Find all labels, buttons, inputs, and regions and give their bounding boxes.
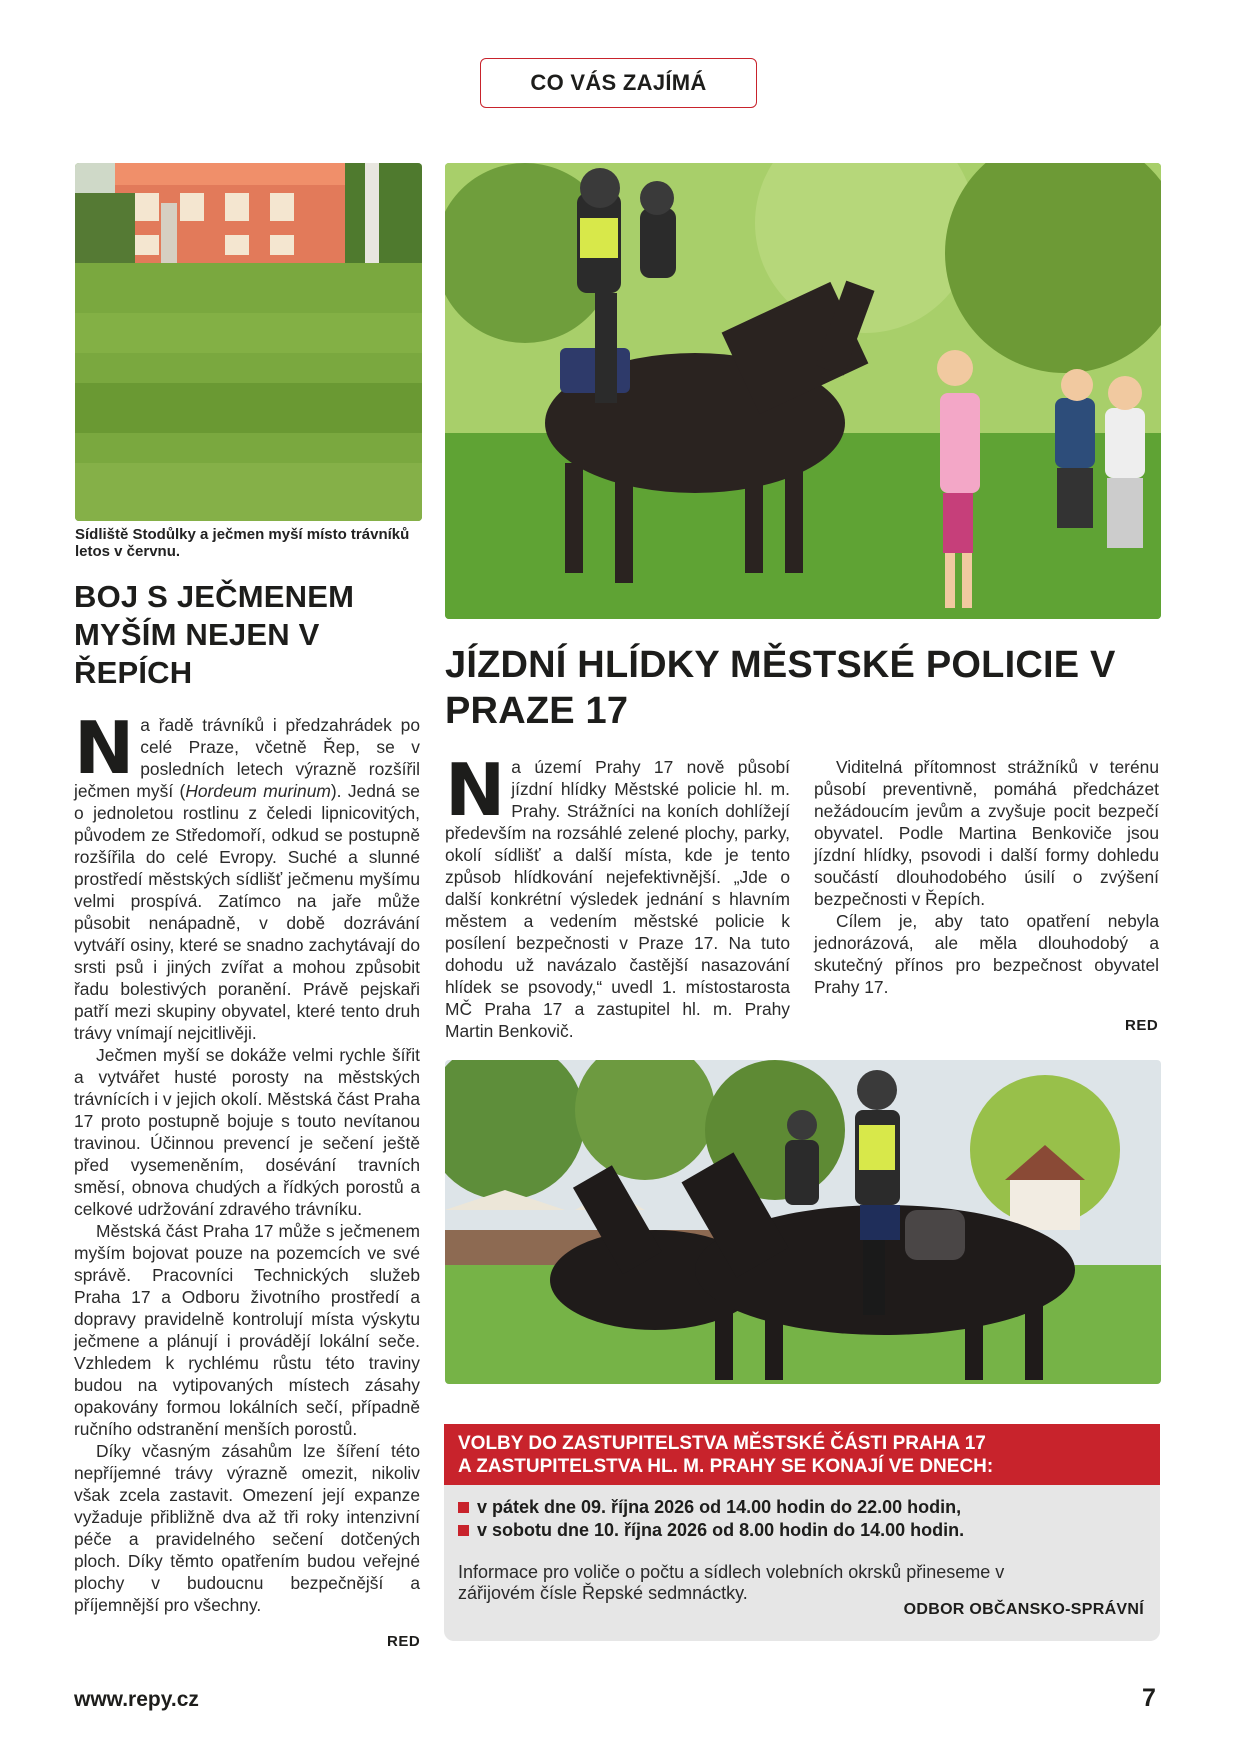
right-article-headline: JÍZDNÍ HLÍDKY MĚSTSKÉ POLICIE V PRAZE 17 [445, 644, 1116, 732]
left-article-paragraph-2: Ječmen myší se dokáže velmi rychle šířit a vytvářet husté porosty na městských trávnících i v jejich okolí. Městská část Praha 17 proto postupně bojuje s touto nevítanou travinou. Účinnou prevencí je sečení ještě před vysemeněním, dosévání travních směsí, obnova chudých a řídkých porostů a celkové udržování zdravého trávníku. [74, 1045, 421, 1219]
right-article-paragraph-1 [445, 748, 790, 1042]
left-article-byline: RED [387, 1633, 421, 1650]
right-article-body-col1 [445, 748, 790, 1042]
election-date-text: v pátek dne 09. října 2026 od 14.00 hodin do 22.00 hodin, [477, 1497, 962, 1517]
footer-website-url: www.repy.cz [74, 1688, 199, 1711]
left-article-paragraph-4: Díky včasným zásahům lze šíření této nepříjemné trávy výrazně omezit, nikoliv však zcela zastavit. Omezení její expanze vyžaduje přibližně dva až tři roky intenzivní péče a pravidelného sečení dotčených ploch. Díky těmto opatřením budou veřejné plochy v budoucnu bezpečnější a příjemnější pro všechny. [74, 1441, 420, 1615]
photo-caption: Sídliště Stodůlky a ječmen myší místo trávníků letos v červnu. [75, 526, 410, 560]
latin-name: Hordeum murinum [185, 781, 331, 801]
right-article-body-col2 [814, 756, 1159, 998]
right-article-byline: RED [1125, 1017, 1159, 1034]
right-article-paragraph-3: Cílem je, aby tato opatření nebyla jednorázová, ale měla dlouhodobý a skutečný přínos pro bezpečnost obyvatel Prahy 17. [814, 911, 1159, 997]
election-dates-list [444, 1485, 1160, 1542]
left-article-paragraph-1 [74, 706, 420, 1044]
election-date-text: v sobotu dne 10. října 2026 od 8.00 hodin do 14.00 hodin. [477, 1520, 965, 1540]
election-date-item [458, 1496, 1146, 1519]
election-signature: ODBOR OBČANSKO-SPRÁVNÍ [903, 1601, 1144, 1618]
election-info-text: Informace pro voliče o počtu a sídlech volebních okrsků přineseme v zářijovém čísle Řepské sedmnáctky. [458, 1562, 1005, 1603]
red-square-bullet-icon [458, 1525, 469, 1536]
right-article-dropcap: N [445, 748, 506, 832]
left-article-dropcap: N [74, 706, 135, 790]
election-heading-line-2: A ZASTUPITELSTVA HL. M. PRAHY SE KONAJÍ VE DNECH: [458, 1456, 994, 1477]
red-square-bullet-icon [458, 1502, 469, 1513]
election-heading [444, 1424, 1160, 1485]
right-article-p1-text: a území Prahy 17 nově působí jízdní hlídky Městské policie hl. m. Prahy. Strážníci na koních dohlížejí především na rozsáhlé zelené plochy, parky, okolí sídlišť a další místa, kde je tento způsob hlídkování nejefektivnější. „Jde o další konkrétní výsledek jednání s hlavním městem a vedením městské policie k posílení bezpečnosti v Praze 17. Na tuto dohodu už navázalo častější nasazování hlídek se psovody,“ uvedl 1. místostarosta MČ Praha 17 a zastupitel hl. m. Prahy Martin Benkovič. [445, 757, 790, 1041]
photo-grass-housing-estate [75, 163, 422, 521]
election-date-item [458, 1519, 1146, 1542]
election-heading-line-1: VOLBY DO ZASTUPITELSTVA MĚSTSKÉ ČÁSTI PRAHA 17 [458, 1433, 986, 1454]
section-tag: CO VÁS ZAJÍMÁ [480, 58, 757, 108]
left-article-paragraph-3: Městská část Praha 17 může s ječmenem myším bojovat pouze na pozemcích ve své správě. Pracovníci Technických služeb Praha 17 a Odboru životního prostředí a dopravy pravidelně kontrolují místa výskytu ječmene a plánují i provádějí lokální seče. Vzhledem k rychlému růstu této traviny budou na vytipovaných místech zásahy opakovány formou lokálních sečí, případně ručního odstranění menších porostů. [74, 1221, 420, 1439]
left-article-p1-text-a: a řadě trávníků i předzahrádek po celé Praze, včetně Řep, se v posledních letech výrazně rozšířil ječmen myší ( [74, 715, 420, 801]
left-article-p1-text-b: ). Jedná se o jednoletou rostlinu z čeledi lipnicovitých, původem ze Středomoří, odkud se postupně rozšířila do celé Evropy. Suché a slunné prostředí městských sídlišť ječmenu myšímu velmi prospívá. Zatímco na jaře může působit nenápadně, v době dozrávání vytváří osiny, které se snadno zachytávají do srsti psů i jiných zvířat a mohou způsobit řadu bolestivých poranění. Právě pejskaři patří mezi skupiny obyvatel, které tento druh trávy vnímají nejcitlivěji. [74, 781, 420, 1043]
left-article-body [74, 706, 421, 1616]
left-article-headline: BOJ S JEČMENEM MYŠÍM NEJEN V ŘEPÍCH [74, 579, 355, 690]
right-article-paragraph-2: Viditelná přítomnost strážníků v terénu působí preventivně, pomáhá předcházet nežádoucím jevům a zvyšuje pocit bezpečí obyvatel. Podle Martina Benkoviče jsou jízdní hlídky, psovodi i další formy dohledu součástí dlouhodobého úsilí o zvýšení bezpečnosti v Řepích. [814, 757, 1159, 909]
election-notice-box [444, 1424, 1160, 1641]
photo-mounted-police-children [445, 163, 1161, 619]
page-number: 7 [1142, 1684, 1156, 1712]
photo-two-mounted-officers [445, 1060, 1161, 1384]
